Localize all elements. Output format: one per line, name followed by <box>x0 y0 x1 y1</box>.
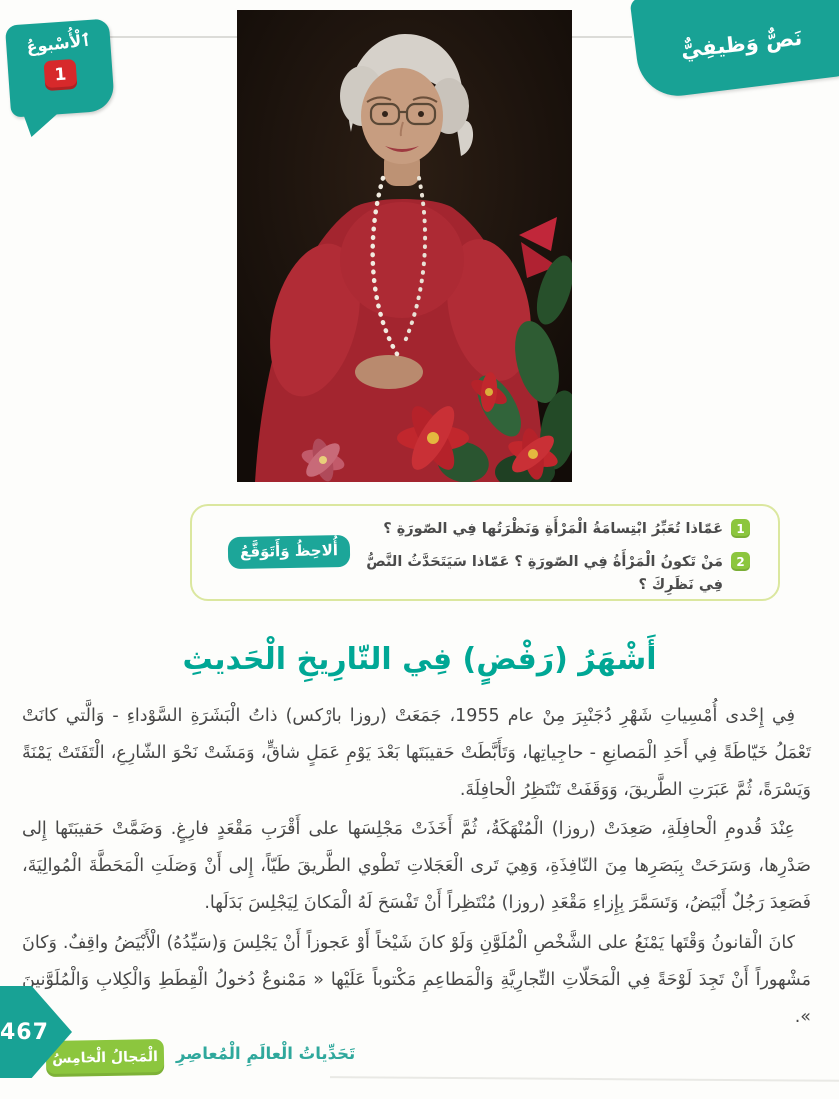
observe-predict-tag: أُلاحِظُ وَأَتَوَقَّعُ <box>228 535 351 569</box>
article-body <box>22 698 811 1038</box>
hands <box>355 355 423 389</box>
question-text: عَمّاذا تُعَبِّرُ ابْتِسامَةُ الْمَرْأَةِ وَنَظْرَتُها فِي الصّورَةِ ؟ <box>383 521 723 537</box>
question-row-1 <box>350 518 750 541</box>
question-number-badge: 1 <box>731 519 750 538</box>
dress-chest <box>340 202 464 318</box>
paragraph-1: فِي إِحْدى أُمْسِياتِ شَهْرِ دُجَنْبِرَ مِنْ عام 1955، جَمَعَتْ (روزا بارْكس) ذاتُ الْبَشَرَةِ السَّوْداءِ - وَالَّتي كانَتْ تَعْمَلُ خَيّاطَةً فِي أَحَدِ الْمَصانِعِ - حاجِياتِها، وَتَأَبَّطَتْ حَقيبَتَها بَعْدَ يَوْمِ عَمَلٍ شاقٍّ، وَمَشَتْ نَحْوَ الشّارِعِ، الْتَفَتَتْ يَمْنَةً وَيَسْرَةً، ثُمَّ عَبَرَتِ الطَّريقَ، وَوَقَفَتْ تَنْتَظِرُ الْحافِلَةَ. <box>22 706 811 801</box>
eye-right <box>418 111 424 117</box>
scan-edge-bottom <box>330 1076 839 1082</box>
text-type-label: نَصٌّ وَظيفِيٌّ <box>679 25 804 63</box>
article-title: أَشْهَرُ (رَفْضٍ) فِي التّارِيخِ الْحَديثِ <box>182 642 657 678</box>
unit-theme-label: تَحَدِّياتُ الْعالَمِ الْمُعاصِرِ <box>176 1044 356 1063</box>
week-label: ٱلْأُسْبوعُ <box>25 30 92 57</box>
paragraph-3: كانَ الْقانونُ وَقْتَها يَمْنَعُ على الشَّخْصِ الْمُلَوَّنِ وَلَوْ كانَ شَيْخاً أَوْ عَجوزاً أَنْ يَجْلِسَ وَ(سَيِّدُهُ) الْأَبْيَضُ واقِفٌ. وَكانَ مَشْهوراً أَنْ تَجِدَ لَوْحَةً فِي الْمَحَلّاتِ التِّجارِيَّةِ وَالْمَطاعِمِ مَكْتوباً عَلَيْها « مَمْنوعٌ دُخولُ الْقِطَطِ وَالْكِلابِ وَالْمُلَوَّنينَ ». <box>22 932 811 1027</box>
text-type-ribbon <box>630 0 839 101</box>
observe-predict-box <box>190 504 780 601</box>
week-number-badge: 1 <box>43 59 77 91</box>
rosa-parks-photo <box>237 10 572 482</box>
paragraph-2: عِنْدَ قُدومِ الْحافِلَةِ، صَعِدَتْ (روزا) الْمُنْهَكَةُ، ثُمَّ أَخَذَتْ مَجْلِسَها على أَقْرَبِ مَقْعَدٍ فارِغٍ. وَضَمَّتْ حَقيبَتَها إِلى صَدْرِها، وَسَرَحَتْ بِبَصَرِها مِنَ النّافِذَةِ، وَهِيَ تَرى الْعَجَلاتِ تَطْوي الطَّريقَ طَيّاً، إِلى أَنْ وَصَلَتِ الْمَحَطَّةَ الْمُوالِيَةَ، فَصَعِدَ رَجُلٌ أَبْيَضُ، وَتَسَمَّرَ بِإِزاءِ مَقْعَدِ (روزا) مُنْتَظِراً أَنْ تَفْسَحَ لَهُ الْمَكانَ لِيَجْلِسَ بَدَلَها. <box>22 819 811 914</box>
question-text: مَنْ تَكونُ الْمَرْأَةُ فِي الصّورَةِ ؟ عَمّاذا سَيَتَحَدَّثُ النَّصُّ فِي نَظَرِكَ ؟ <box>366 554 723 594</box>
eye-left <box>382 111 388 117</box>
question-list <box>350 518 750 598</box>
page-number: 467 <box>0 1020 49 1045</box>
domain-badge: الْمَجالُ الْخامِسُ <box>46 1039 165 1077</box>
question-row-2 <box>350 551 750 597</box>
ribbon-fold <box>16 107 58 141</box>
question-number-badge: 2 <box>731 552 750 571</box>
week-badge <box>5 18 115 117</box>
